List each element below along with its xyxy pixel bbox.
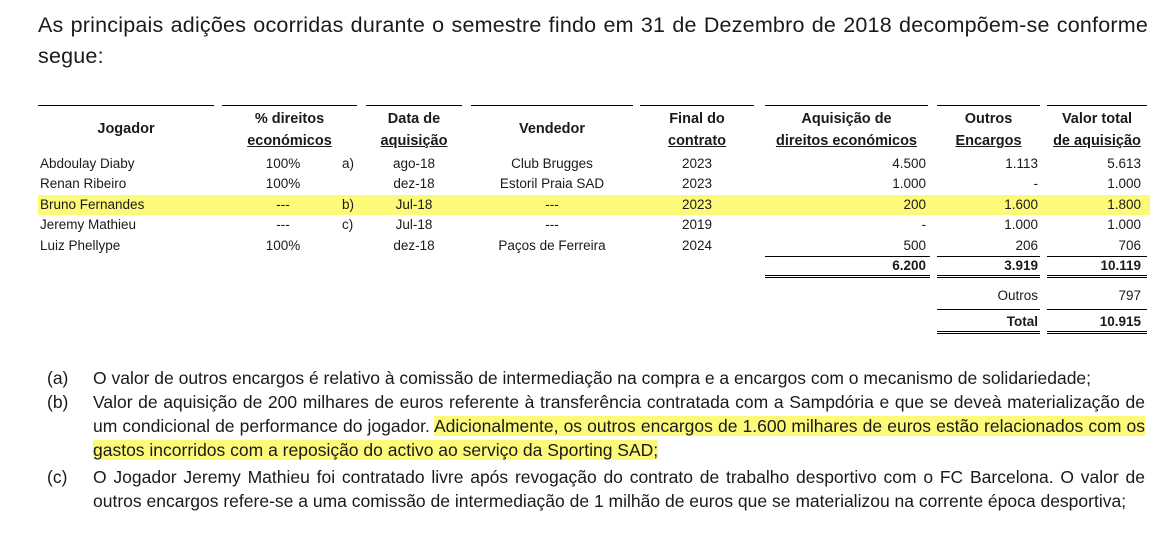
cell-vendedor: Club Brugges — [511, 156, 593, 171]
cell-data: dez-18 — [393, 238, 435, 253]
cell-valor: 706 — [1118, 238, 1141, 253]
header-rule — [937, 105, 1040, 106]
intro-paragraph: As principais adições ocorridas durante o semestre findo em 31 de Dezembro de 2018 decompõem-se conforme segue: — [38, 13, 1148, 68]
header-valor-2: de aquisição — [1053, 133, 1141, 149]
subtotal-valor: 10.119 — [1100, 258, 1141, 273]
subtotal-rule — [765, 256, 930, 257]
cell-valor: 1.000 — [1107, 217, 1141, 232]
total-rule — [1047, 309, 1147, 310]
footnote-text — [93, 390, 1145, 462]
cell-vendedor: --- — [545, 197, 559, 212]
cell-final: 2023 — [681, 176, 713, 191]
cell-aquisicao: 500 — [903, 238, 926, 253]
cell-nota: b) — [342, 197, 355, 212]
header-rule — [765, 105, 928, 106]
header-outros-2: Encargos — [955, 133, 1022, 149]
cell-data: Jul-18 — [395, 197, 433, 212]
header-rule — [471, 105, 633, 106]
cell-direitos: --- — [276, 197, 290, 212]
header-data-2: aquisição — [380, 133, 448, 149]
cell-nota: c) — [342, 217, 354, 232]
footnote-text-highlight: Adicionalmente, os outros encargos de 1.600 milhares de euros estão relacionados com os gastos incorridos com a reposição do activo ao serviço da Sporting SAD; — [93, 416, 1145, 460]
cell-outros: - — [1033, 176, 1038, 191]
total-rule — [937, 309, 1040, 310]
cell-direitos: 100% — [265, 156, 301, 171]
cell-direitos: 100% — [265, 238, 301, 253]
cell-final: 2023 — [681, 156, 713, 171]
subtotal-rule — [1047, 256, 1147, 257]
cell-jogador: Bruno Fernandes — [40, 197, 145, 212]
cell-nota: a) — [342, 156, 355, 171]
cell-aquisicao: 1.000 — [892, 176, 926, 191]
cell-outros: 1.600 — [1004, 197, 1038, 212]
cell-valor: 1.000 — [1107, 176, 1141, 191]
footnote-text-plain: Valor de aquisição de 200 milhares de euros referente à transferência contratada com a Sampdória e que se deveà materialização de um condicional de performance do jogador. — [93, 392, 1145, 436]
cell-direitos: 100% — [265, 176, 301, 191]
cell-vendedor: Estoril Praia SAD — [499, 176, 605, 191]
header-final-1: Final do — [669, 111, 725, 127]
header-outros-1: Outros — [964, 111, 1013, 127]
header-rule — [1047, 105, 1147, 106]
cell-final: 2024 — [681, 238, 713, 253]
subtotal-double-rule — [1047, 275, 1147, 278]
footnote-text: O Jogador Jeremy Mathieu foi contratado livre após revogação do contrato de trabalho desportivo com o FC Barcelona. O valor de outros encargos refere-se a uma comissão de intermediação de 1 milhão de euros que se materializou na corrente época desportiva; — [93, 467, 1145, 511]
total-double-rule — [1047, 331, 1147, 334]
cell-jogador: Jeremy Mathieu — [40, 217, 137, 232]
subtotal-outros: 3.919 — [1004, 258, 1038, 273]
header-aquisicao-2: direitos económicos — [775, 133, 917, 149]
footnote-label: (a) — [47, 368, 69, 388]
subtotal-double-rule — [765, 275, 930, 278]
cell-outros: 206 — [1015, 238, 1038, 253]
outros-valor: 797 — [1118, 288, 1141, 303]
header-vendedor: Vendedor — [518, 121, 586, 137]
header-valor-1: Valor total — [1061, 111, 1133, 127]
outros-label: Outros — [997, 288, 1038, 303]
total-valor: 10.915 — [1099, 314, 1141, 329]
cell-aquisicao: - — [921, 217, 926, 232]
cell-final: 2019 — [681, 217, 713, 232]
footnote-label: (c) — [47, 467, 68, 487]
header-jogador: Jogador — [97, 121, 155, 137]
total-label: Total — [1006, 314, 1038, 329]
header-final-2: contrato — [668, 133, 726, 149]
header-rule — [366, 105, 462, 106]
cell-data: Jul-18 — [395, 217, 433, 232]
cell-valor: 1.800 — [1107, 197, 1141, 212]
subtotal-rule — [937, 256, 1040, 257]
header-data-1: Data de — [387, 111, 441, 127]
header-rule — [222, 105, 357, 106]
header-direitos-1: % direitos — [254, 111, 325, 127]
cell-direitos: --- — [276, 217, 290, 232]
footnote-text: O valor de outros encargos é relativo à comissão de intermediação na compra e a encargos com o mecanismo de solidariedade; — [93, 368, 1092, 388]
cell-vendedor: --- — [545, 217, 559, 232]
subtotal-aquisicao: 6.200 — [892, 258, 926, 273]
header-rule — [640, 105, 754, 106]
header-direitos-2: económicos — [247, 133, 332, 149]
subtotal-double-rule — [937, 275, 1040, 278]
cell-data: dez-18 — [393, 176, 435, 191]
header-aquisicao-1: Aquisição de — [801, 111, 892, 127]
cell-vendedor: Paços de Ferreira — [498, 238, 606, 253]
cell-jogador: Abdoulay Diaby — [40, 156, 135, 171]
cell-valor: 5.613 — [1107, 156, 1141, 171]
total-double-rule — [937, 331, 1040, 334]
cell-aquisicao: 4.500 — [892, 156, 926, 171]
cell-outros: 1.113 — [1005, 156, 1038, 171]
header-rule — [38, 105, 214, 106]
cell-jogador: Renan Ribeiro — [40, 176, 127, 191]
cell-outros: 1.000 — [1004, 217, 1038, 232]
footnote-label: (b) — [47, 392, 69, 412]
cell-jogador: Luiz Phellype — [40, 238, 121, 253]
cell-final: 2023 — [681, 197, 713, 212]
cell-data: ago-18 — [392, 156, 436, 171]
cell-aquisicao: 200 — [903, 197, 926, 212]
